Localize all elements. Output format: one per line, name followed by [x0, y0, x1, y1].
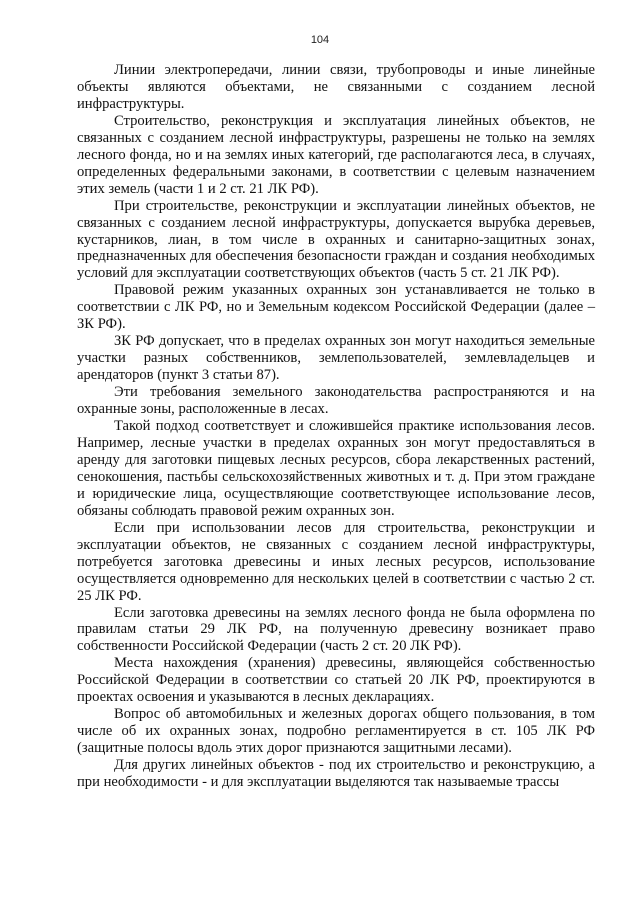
page-number: 104 [310, 34, 330, 46]
paragraph-1: Линии электропередачи, линии связи, трубопроводы и иные линейные объекты являются объектами, не связанными с созданием лесной инфраструктуры. [77, 62, 595, 112]
paragraph-11: Вопрос об автомобильных и железных дорогах общего пользования, в том числе об их охранных зонах, подробно регламентируется в ст. 105 ЛК РФ (защитные полосы вдоль этих дорог признаются защитными лесами). [77, 706, 595, 757]
paragraph-4: Правовой режим указанных охранных зон устанавливается не только в соответствии с ЛК РФ, но и Земельным кодексом Российской Федерации (далее – ЗК РФ). [77, 282, 595, 333]
paragraph-9: Если заготовка древесины на землях лесного фонда не была оформлена по правилам статьи 29 ЛК РФ, на полученную древесину возникает право собственности Российской Федерации (часть 2 ст. 20 ЛК РФ). [77, 604, 595, 655]
paragraph-12: Для других линейных объектов - под их строительство и реконструкцию, а при необходимости - и для эксплуатации выделяются так называемые трассы [77, 757, 595, 791]
paragraph-2: Строительство, реконструкция и эксплуатация линейных объектов, не связанных с созданием лесной инфраструктуры, разрешены не только на землях лесного фонда, но и на землях иных категорий, где располагаются леса, в случаях, определенных федеральными законами, в соответствии с целевым назначением этих земель (части 1 и 2 ст. 21 ЛК РФ). [77, 112, 595, 197]
paragraph-10: Места нахождения (хранения) древесины, являющейся собственностью Российской Федерации в соответствии со статьей 20 ЛК РФ, проектируются в проектах освоения и указываются в лесных декларациях. [77, 655, 595, 706]
paragraph-3: При строительстве, реконструкции и эксплуатации линейных объектов, не связанных с созданием лесной инфраструктуры, допускается вырубка деревьев, кустарников, лиан, в том числе в охранных и санитарно-защитных зонах, предназначенных для обеспечения безопасности граждан и создания необходимых условий для эксплуатации соответствующих объектов (часть 5 ст. 21 ЛК РФ). [77, 197, 595, 282]
paragraph-7: Такой подход соответствует и сложившейся практике использования лесов. Например, лесные участки в пределах охранных зон могут предоставляться в аренду для заготовки пищевых лесных ресурсов, сбора лекарственных растений, сенокошения, пастьбы сельскохозяйственных животных и т. д. При этом граждане и юридические лица, осуществляющие соответствующее использование лесов, обязаны соблюдать правовой режим охранных зон. [77, 418, 595, 519]
paragraph-6: Эти требования земельного законодательства распространяются и на охранные зоны, расположенные в лесах. [77, 384, 595, 418]
paragraph-8: Если при использовании лесов для строительства, реконструкции и эксплуатации объектов, не связанных с созданием лесной инфраструктуры, потребуется заготовка древесины и иных лесных ресурсов, использование осуществляется одновременно для нескольких целей в соответствии с частью 2 ст. 25 ЛК РФ. [77, 519, 595, 604]
document-body [77, 62, 595, 791]
paragraph-5: ЗК РФ допускает, что в пределах охранных зон могут находиться земельные участки разных собственников, землепользователей, землевладельцев и арендаторов (пункт 3 статьи 87). [77, 333, 595, 384]
